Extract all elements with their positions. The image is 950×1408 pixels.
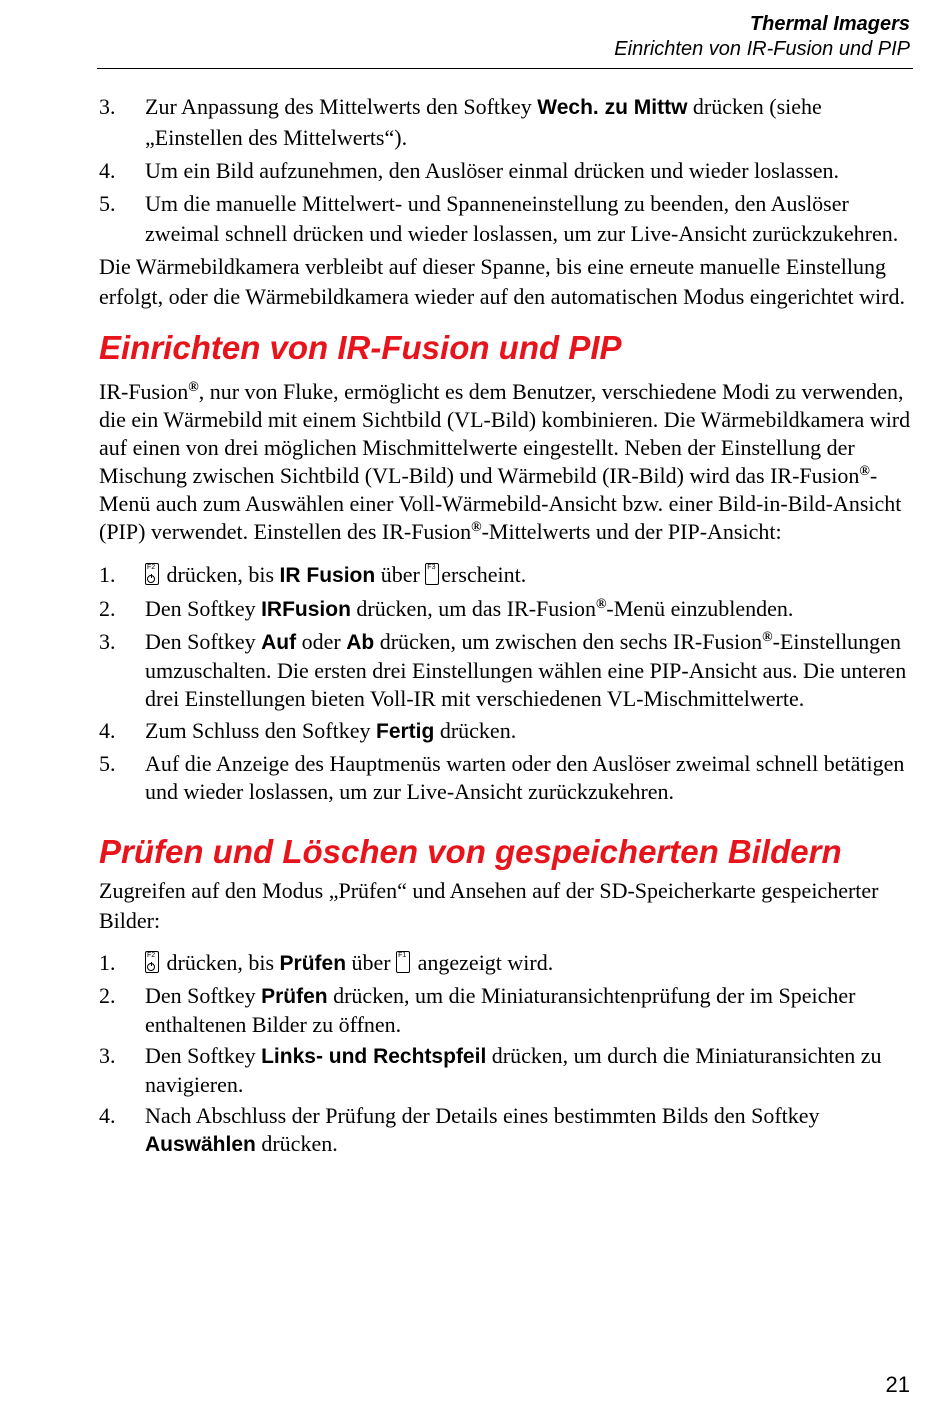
step-text: drücken. [434, 718, 517, 743]
paragraph-text: IR-Fusion [99, 379, 189, 404]
ir-fusion-steps [99, 560, 911, 806]
step-text: drücken, um durch die Miniaturansichten zu navigieren. [145, 1043, 882, 1097]
registered-mark: ® [595, 597, 607, 612]
menu-label: Prüfen [279, 952, 347, 975]
f3-key-icon [425, 563, 439, 585]
paragraph-text: -Mittelwerts und der PIP-Ansicht: [481, 519, 782, 544]
list-item [99, 750, 911, 806]
section-heading-review: Prüfen und Löschen von gespeicherten Bildern [99, 833, 842, 870]
power-symbol-icon [147, 963, 155, 971]
list-item [99, 594, 911, 625]
step-number: 4. [99, 158, 116, 183]
step-text: drücken, bis [161, 950, 280, 975]
step-number: 2. [99, 596, 116, 621]
registered-mark: ® [762, 630, 773, 645]
header-title: Thermal Imagers [749, 13, 910, 35]
list-item [99, 628, 911, 713]
step-text: angezeigt wird. [412, 950, 554, 975]
step-text: drücken, bis [161, 562, 280, 587]
step-text: -Einstellungen umzuschalten. Die ersten drei Einstellungen wählen eine PIP-Ansicht aus. Die unteren drei Einstellungen bieten Voll-IR mit verschiedenen VL-Mischmittelwerte. [145, 629, 907, 711]
power-symbol-icon [147, 575, 155, 583]
registered-mark: ® [859, 464, 870, 479]
list-item [99, 1042, 911, 1099]
intro-paragraph: Die Wärmebildkamera verbleibt auf dieser Spanne, bis eine erneute manuelle Einstellung erfolgt, oder die Wärmebildkamera wieder auf den automatischen Modus eingerichtet wird. [99, 254, 905, 309]
step-text: Den Softkey [145, 596, 262, 621]
step-text: drücken, um zwischen den sechs IR-Fusion [374, 629, 763, 654]
list-item [99, 948, 911, 979]
f2-power-key-icon [145, 563, 159, 585]
step-text: Zum Schluss den Softkey [145, 718, 376, 743]
softkey-label: Wech. zu Mittw [537, 96, 688, 119]
step-text: über [346, 950, 397, 975]
f2-power-key-icon [145, 951, 159, 973]
softkey-label: Fertig [376, 720, 435, 743]
step-number: 1. [99, 950, 116, 975]
menu-label: IR Fusion [279, 564, 376, 587]
step-number: 5. [99, 191, 116, 216]
step-text: drücken (siehe „Einstellen des Mittelwerts“). [145, 94, 822, 150]
section-heading-ir-fusion: Einrichten von IR-Fusion und PIP [99, 329, 622, 366]
step-text: Den Softkey [145, 629, 262, 654]
step-number: 4. [99, 1103, 116, 1128]
step-text: oder [296, 629, 347, 654]
f1-key-icon [396, 951, 410, 973]
paragraph-text: -Menü auch zum Auswählen einer Voll-Wärmebild-Ansicht bzw. einer Bild-in-Bild-Ansicht (PIP) verwendet. Einstellen des IR-Fusion [99, 463, 902, 544]
step-text: drücken. [255, 1131, 338, 1156]
step-text: drücken, um die Miniaturansichtenprüfung der im Speicher enthaltenen Bilder zu öffnen. [145, 983, 856, 1037]
page-number: 21 [885, 1372, 910, 1397]
step-number: 3. [99, 94, 116, 119]
softkey-label: Prüfen [261, 985, 328, 1008]
step-text: Zur Anpassung des Mittelwerts den Softkey [145, 94, 538, 119]
list-item [99, 1102, 911, 1159]
softkey-label: Auswählen [145, 1133, 256, 1156]
step-number: 2. [99, 983, 116, 1008]
list-item [99, 716, 911, 747]
review-paragraph: Zugreifen auf den Modus „Prüfen“ und Ansehen auf der SD-Speicherkarte gespeicherter Bilder: [99, 878, 879, 933]
ir-fusion-paragraph [99, 378, 911, 546]
intro-steps [99, 92, 911, 249]
key-label: F2 [147, 564, 156, 571]
paragraph-text: , nur von Fluke, ermöglicht es dem Benutzer, verschiedene Modi zu verwenden, die ein Wärmebild mit einem Sichtbild (VL-Bild) kombinieren. Die Wärmebildkamera wird auf einen von drei möglichen Mischmittelwerte eingestellt. Neben der Einstellung der Mischung zwischen Sichtbild (VL-Bild) und Wärmebild (IR-Bild) wird das IR-Fusion [99, 379, 911, 488]
list-item [99, 982, 911, 1039]
softkey-label: Ab [346, 631, 375, 654]
step-text: über [375, 562, 426, 587]
registered-mark: ® [188, 380, 199, 395]
list-item [99, 92, 911, 153]
key-label: F1 [398, 952, 407, 959]
list-item [99, 189, 911, 249]
step-number: 5. [99, 751, 116, 776]
page-content [99, 92, 911, 1162]
header-subtitle: Einrichten von IR-Fusion und PIP [614, 38, 910, 60]
registered-mark: ® [471, 520, 482, 535]
step-text: Den Softkey [145, 983, 262, 1008]
step-text: drücken, um das IR-Fusion [350, 596, 596, 621]
step-text: Den Softkey [145, 1043, 262, 1068]
list-item [99, 156, 911, 186]
step-number: 3. [99, 1043, 116, 1068]
list-item [99, 560, 911, 591]
softkey-label: Links- und Rechtspfeil [261, 1045, 487, 1068]
key-label: F2 [147, 952, 156, 959]
step-text: Um die manuelle Mittelwert- und Spanneneinstellung zu beenden, den Auslöser zweimal schnell drücken und wieder loslassen, um zur Live-Ansicht zurückzukehren. [145, 191, 899, 246]
step-text: -Menü einzublenden. [606, 596, 794, 621]
step-number: 3. [99, 629, 116, 654]
step-number: 4. [99, 718, 116, 743]
step-text: erscheint. [441, 562, 527, 587]
header-rule [97, 68, 913, 69]
step-number: 1. [99, 562, 116, 587]
step-text: Nach Abschluss der Prüfung der Details eines bestimmten Bilds den Softkey [145, 1103, 820, 1128]
softkey-label: IRFusion [261, 598, 351, 621]
step-text: Auf die Anzeige des Hauptmenüs warten oder den Auslöser zweimal schnell betätigen und wieder loslassen, um zur Live-Ansicht zurückzukehren. [145, 751, 905, 804]
step-text: Um ein Bild aufzunehmen, den Auslöser einmal drücken und wieder loslassen. [145, 158, 840, 183]
running-header [614, 12, 910, 62]
softkey-label: Auf [261, 631, 297, 654]
review-steps [99, 948, 911, 1159]
key-label: F3 [427, 564, 436, 571]
